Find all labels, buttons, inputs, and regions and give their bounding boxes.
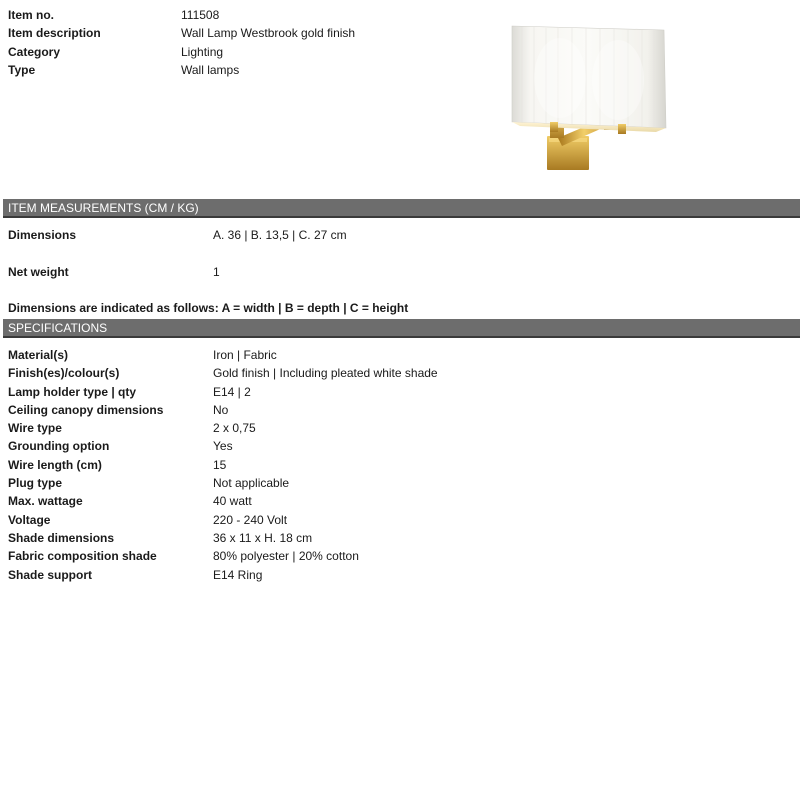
net-weight-label: Net weight: [8, 265, 69, 279]
spec-row: [0, 401, 800, 419]
spec-label: Shade support: [8, 567, 93, 582]
dimensions-label: Dimensions: [8, 228, 77, 242]
spec-row: [0, 566, 800, 584]
spec-row: [0, 383, 800, 401]
spec-value: 40 watt: [213, 494, 252, 509]
spec-value: 36 x 11 x H. 18 cm: [213, 530, 313, 545]
spec-label: Lamp holder type | qty: [8, 384, 137, 399]
spec-label: Voltage: [8, 512, 51, 527]
spec-row: [0, 547, 800, 565]
spec-label: Wire type: [8, 421, 62, 436]
spec-label: Fabric composition shade: [8, 549, 157, 564]
spec-label: Max. wattage: [8, 494, 83, 509]
spec-value: Gold finish | Including pleated white shade: [213, 366, 438, 381]
spec-row: [0, 456, 800, 474]
spec-value: 80% polyester | 20% cotton: [213, 549, 359, 564]
spec-value: No: [213, 402, 229, 417]
spec-label: Shade dimensions: [8, 530, 115, 545]
spec-row: [0, 529, 800, 547]
item-description-value: Wall Lamp Westbrook gold finish: [181, 26, 356, 40]
item-no-label: Item no.: [8, 8, 55, 22]
spec-value: 15: [213, 457, 227, 472]
item-description-label: Item description: [8, 26, 101, 40]
spec-label: Wire length (cm): [8, 457, 102, 472]
wall-lamp-illustration: [500, 18, 672, 176]
specifications-list: [0, 346, 800, 584]
spec-row: [0, 364, 800, 382]
category-value: Lighting: [181, 45, 224, 59]
spec-value: 2 x 0,75: [213, 421, 256, 436]
spec-row: [0, 346, 800, 364]
spec-label: Grounding option: [8, 439, 110, 454]
spec-row: [0, 437, 800, 455]
section-divider: [3, 216, 800, 218]
item-measurements-header: ITEM MEASUREMENTS (CM / KG): [3, 199, 800, 217]
spec-label: Ceiling canopy dimensions: [8, 402, 164, 417]
spec-row: [0, 492, 800, 510]
spec-row: [0, 511, 800, 529]
item-no-value: 111508: [181, 8, 220, 22]
spec-value: E14 Ring: [213, 567, 263, 582]
spec-value: Iron | Fabric: [213, 348, 277, 362]
category-label: Category: [8, 45, 61, 59]
type-value: Wall lamps: [181, 63, 240, 77]
spec-row: [0, 474, 800, 492]
dimensions-note: Dimensions are indicated as follows: A = width | B = depth | C = height: [8, 301, 409, 315]
product-image: [500, 18, 672, 176]
net-weight-value: 1: [213, 265, 220, 279]
spec-value: Not applicable: [213, 476, 290, 491]
spec-value: Yes: [213, 439, 233, 454]
spec-value: E14 | 2: [213, 384, 251, 399]
spec-label: Plug type: [8, 476, 63, 491]
spec-label: Finish(es)/colour(s): [8, 366, 120, 381]
specifications-header: SPECIFICATIONS: [3, 319, 800, 337]
spec-value: 220 - 240 Volt: [213, 512, 288, 527]
type-label: Type: [8, 63, 36, 77]
section-divider: [3, 336, 800, 338]
spec-label: Material(s): [8, 348, 69, 362]
spec-row: [0, 419, 800, 437]
dimensions-value: A. 36 | B. 13,5 | C. 27 cm: [213, 228, 347, 242]
